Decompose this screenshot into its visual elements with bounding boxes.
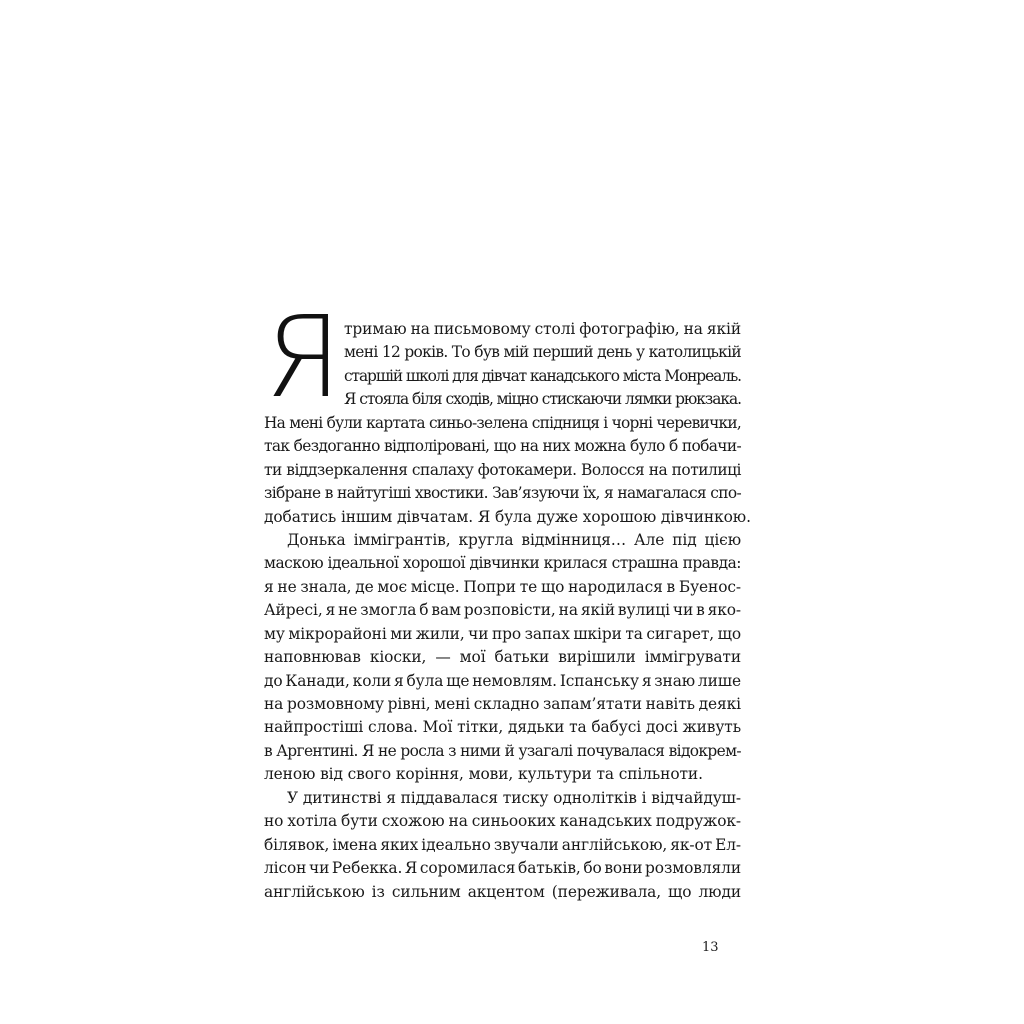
text-line: найпростіші слова. Мої тітки, дядьки та бабусі досі живуть [264,718,741,737]
text-line: білявок, імена яких ідеально звучали англійською, як-от Ел- [264,835,741,854]
text-line: я не знала, де моє місце. Попри те що народилася в Буенос- [264,577,741,596]
text-line: тримаю на письмовому столі фотографію, на якій [344,320,741,338]
text-line: У дитинстві я піддавалася тиску однолітків і відчайдуш- [287,788,741,807]
text-line: до Канади, коли я була ще немовлям. Іспанську я знаю лише [264,671,741,690]
text-line: Айресі, я не змогла б вам розповісти, на якій вулиці чи в яко- [264,601,741,620]
text-line: На мені були картата синьо-зелена спідниця і чорні черевички, [264,413,741,432]
body-text [264,318,751,904]
text-line: в Аргентині. Я не росла з ними й узагалі почувалася відокрем- [264,741,741,760]
text-line: наповнював кіоски, — мої батьки вирішили іммігрувати [264,648,741,667]
text-line: ти віддзеркалення спалаху фотокамери. Волосся на потилиці [264,460,741,479]
text-line: на розмовному рівні, мені складно запам’ятати навіть деякі [264,695,741,713]
text-line: Я стояла біля сходів, міцно стискаючи лямки рюкзака. [344,390,741,409]
text-line: му мікрорайоні ми жили, чи про запах шкіри та сигарет, що [264,624,741,643]
text-line: зібране в найтугіші хвостики. Зав’язуючи їх, я намагалася спо- [264,484,741,503]
text-line: маскою ідеальної хорошої дівчинки крилася страшна правда: [264,554,741,573]
page-number: 13 [702,940,719,955]
text-line: лісон чи Ребекка. Я соромилася батьків, бо вони розмовляли [264,859,741,878]
text-line: Донька іммігрантів, кругла відмінниця… Але під цією [287,530,741,549]
text-line: добатись іншим дівчатам. Я була дуже хорошою дівчинкою. [264,507,751,526]
drop-cap-letter: Я [264,293,338,423]
text-line: так бездоганно відполіровані, що на них можна було б побачи- [264,437,741,456]
text-line: англійською із сильним акцентом (переживала, що люди [264,882,741,901]
text-line: мені 12 років. То був мій перший день у католицькій [344,343,741,362]
text-line: леною від свого коріння, мови, культури та спільноти. [264,765,703,784]
text-line: но хотіла бути схожою на синьооких канадських подружок- [264,812,741,831]
text-line: старшій школі для дівчат канадського міста Монреаль. [344,366,741,385]
